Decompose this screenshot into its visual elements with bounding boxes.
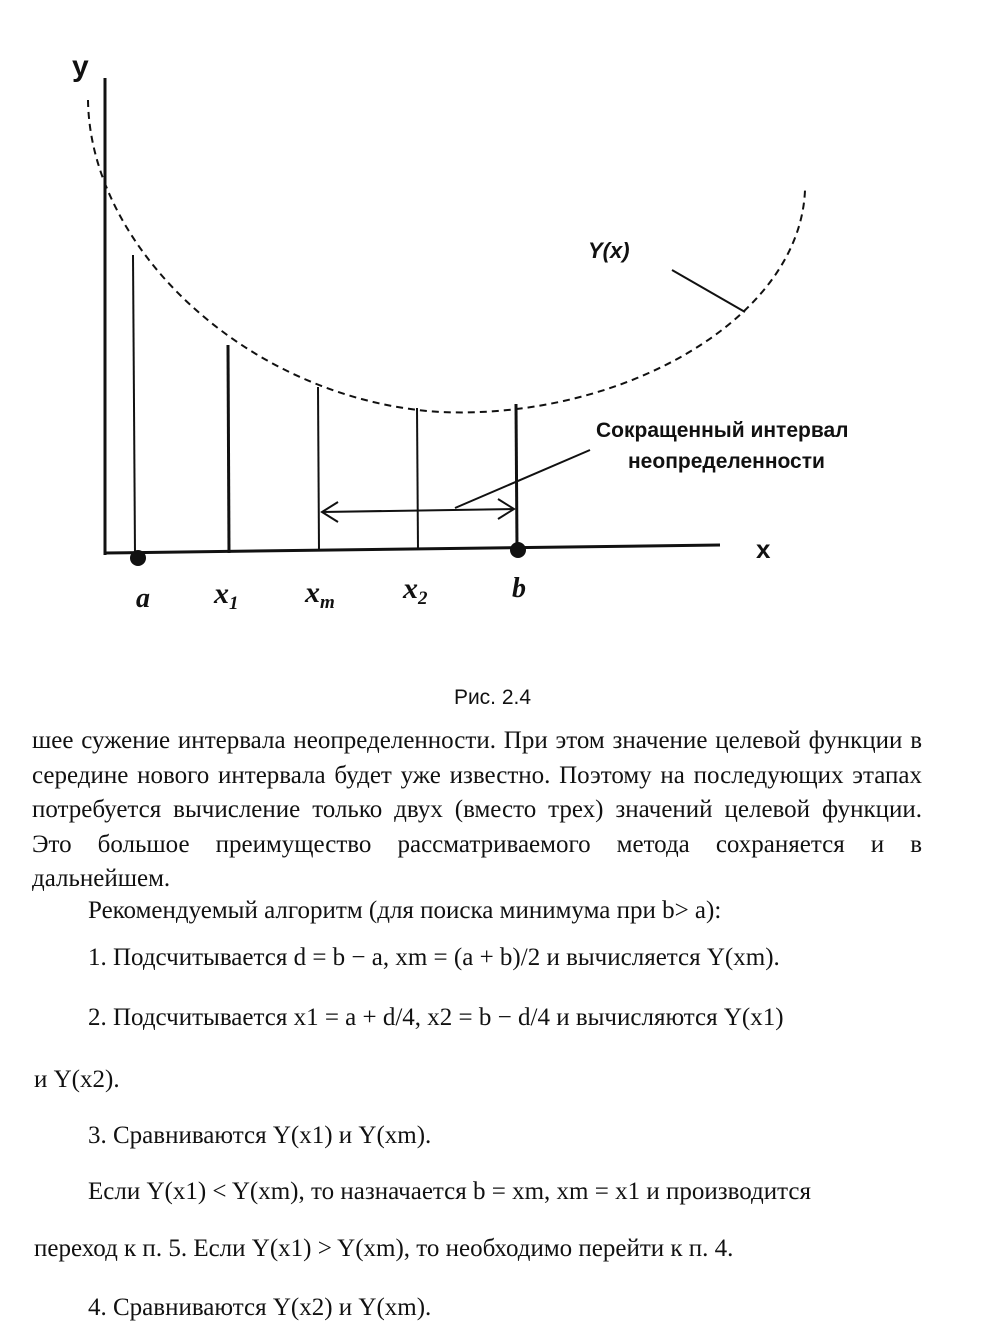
algorithm-intro: Рекомендуемый алгоритм (для поиска минимума при b> a): <box>88 897 722 924</box>
step-1: 1. Подсчитывается d = b − a, xm = (a + b)/2 и вычисляется Y(xm). <box>88 944 780 971</box>
interval-label-line1: Сокращенный интервал <box>596 419 849 442</box>
tick-label-b: b <box>512 573 526 604</box>
objective-curve <box>88 100 805 412</box>
body-paragraph: шее сужение интервала неопределенности. При этом значение целевой функции в середине нового интервала будет уже известно. Поэтому на последующих этапах потребуется вычисление только двух (вместо трех) значений целевой функции. Это большое преимущество рассматриваемого метода сохраняется и в дальнейшем. <box>32 727 922 892</box>
ordinate-xm <box>318 387 319 551</box>
point-b <box>510 542 526 558</box>
ordinate-b <box>516 404 517 548</box>
tick-label-a: a <box>136 583 150 614</box>
curve-label: Y(x) <box>588 238 630 263</box>
x-axis <box>105 545 720 553</box>
interval-label-line2: неопределенности <box>628 450 825 473</box>
step-3: 3. Сравниваются Y(x1) и Y(xm). <box>88 1122 432 1149</box>
figure-caption: Рис. 2.4 <box>453 686 532 709</box>
ordinate-a <box>133 255 135 555</box>
y-axis-label: y <box>72 50 89 83</box>
ordinate-x2 <box>417 408 418 550</box>
x-axis-label: x <box>756 534 771 564</box>
tick-label-x1: $x_1$ <box>214 577 239 614</box>
transition-line: переход к п. 5. Если Y(x1) > Y(xm), то необходимо перейти к п. 4. <box>34 1235 734 1262</box>
step-4: 4. Сравниваются Y(x2) и Y(xm). <box>88 1294 432 1321</box>
step-2-continued: и Y(x2). <box>34 1066 120 1093</box>
curve-label-leader <box>672 270 745 312</box>
interval-leader <box>455 450 590 508</box>
ordinate-x1 <box>228 345 229 553</box>
point-a <box>130 550 146 566</box>
tick-label-xm: $x_m$ <box>305 576 335 613</box>
condition-line: Если Y(x1) < Y(xm), то назначается b = xm, xm = x1 и производится <box>88 1178 811 1205</box>
tick-label-x2: $x_2$ <box>403 572 428 609</box>
step-2: 2. Подсчитывается x1 = a + d/4, x2 = b − d/4 и вычисляются Y(x1) <box>88 1004 784 1031</box>
